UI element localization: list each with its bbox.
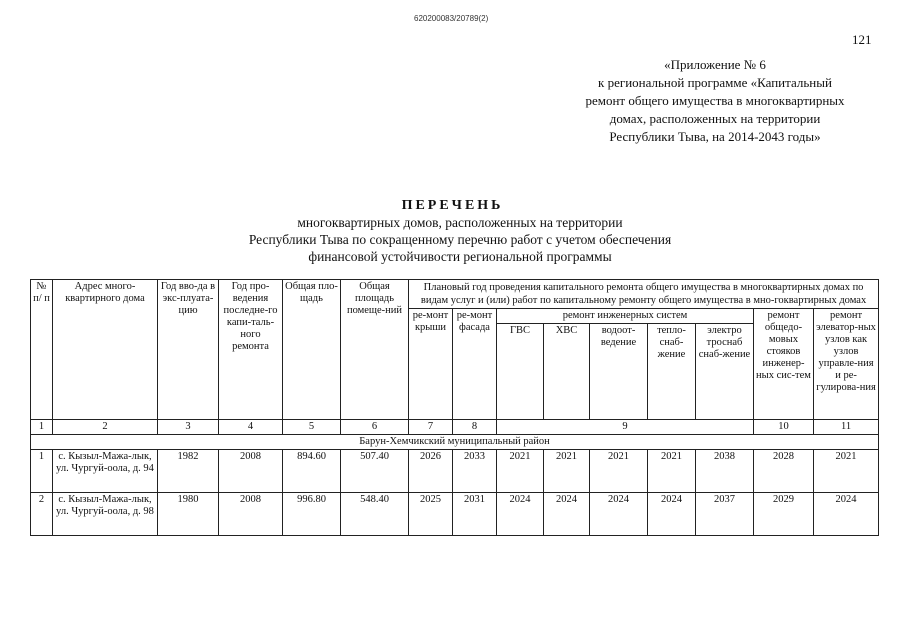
header-cold-water: ХВС [544, 324, 590, 420]
table-row [31, 493, 879, 536]
row-hot-water: 2024 [497, 493, 544, 536]
document-title: ПЕРЕЧЕНЬ [401, 198, 504, 213]
appendix-line: ремонт общего имущества в многоквартирных [585, 93, 845, 108]
header-elevator: ремонт элеватор-ных узлов как узлов управле-ния и ре-гулирова-ния [814, 309, 879, 420]
table-row [31, 450, 879, 493]
header-row [31, 280, 879, 309]
row-heat: 2024 [648, 493, 696, 536]
row-elevator: 2021 [814, 450, 879, 493]
row-heat: 2021 [648, 450, 696, 493]
row-premises-area: 507.40 [341, 450, 409, 493]
column-number: 1 [31, 420, 53, 435]
appendix-line: «Приложение № 6 [664, 57, 766, 72]
header-total-area: Общая пло-щадь [283, 280, 341, 420]
column-number-row [31, 420, 879, 435]
column-number: 10 [754, 420, 814, 435]
header-premises-area: Общая площадь помеще-ний [341, 280, 409, 420]
subtitle-line: Республики Тыва по сокращенному перечню работ с учетом обеспечения [248, 232, 672, 247]
column-number: 3 [158, 420, 219, 435]
column-number: 9 [497, 420, 754, 435]
row-num: 1 [31, 450, 53, 493]
header-heat: тепло-снаб-жение [648, 324, 696, 420]
row-facade: 2033 [453, 450, 497, 493]
row-num: 2 [31, 493, 53, 536]
document-subtitle [170, 214, 750, 265]
subtitle-line: многоквартирных домов, расположенных на территории [297, 215, 623, 230]
row-year-built: 1982 [158, 450, 219, 493]
region-row [31, 435, 879, 450]
row-cold-water: 2024 [544, 493, 590, 536]
row-risers: 2028 [754, 450, 814, 493]
region-name: Барун-Хемчикский муниципальный район [31, 435, 879, 450]
header-num: № п/ п [31, 280, 53, 420]
row-roof: 2025 [409, 493, 453, 536]
appendix-line: Республики Тыва, на 2014-2043 годы» [609, 129, 821, 144]
row-total-area: 996.80 [283, 493, 341, 536]
row-electricity: 2038 [696, 450, 754, 493]
header-address: Адрес много-квартирного дома [53, 280, 158, 420]
header-risers: ремонт общедо-мовых стояков инженер-ных сис-тем [754, 309, 814, 420]
row-cold-water: 2021 [544, 450, 590, 493]
column-number: 5 [283, 420, 341, 435]
row-facade: 2031 [453, 493, 497, 536]
column-number: 7 [409, 420, 453, 435]
appendix-note [555, 56, 875, 146]
column-number: 2 [53, 420, 158, 435]
row-hot-water: 2021 [497, 450, 544, 493]
document-id: 620200083/20789(2) [414, 14, 489, 23]
column-number: 4 [219, 420, 283, 435]
header-engineering: ремонт инженерных систем [497, 309, 754, 324]
row-year-built: 1980 [158, 493, 219, 536]
header-sewage: водоот-ведение [590, 324, 648, 420]
header-year-built: Год вво-да в экс-плуата-цию [158, 280, 219, 420]
subtitle-line: финансовой устойчивости региональной программы [308, 249, 612, 264]
row-last-repair: 2008 [219, 493, 283, 536]
header-last-repair: Год про-ведения последне-го капи-таль-ного ремонта [219, 280, 283, 420]
row-address: с. Кызыл-Мажа-лык, ул. Чургуй-оола, д. 94 [53, 450, 158, 493]
header-electricity: электро троснаб снаб-жение [696, 324, 754, 420]
row-risers: 2029 [754, 493, 814, 536]
houses-table [30, 279, 879, 536]
row-sewage: 2024 [590, 493, 648, 536]
row-premises-area: 548.40 [341, 493, 409, 536]
page-number: 121 [852, 32, 872, 47]
header-facade: ре-монт фасада [453, 309, 497, 420]
header-roof: ре-монт крыши [409, 309, 453, 420]
header-hot-water: ГВС [497, 324, 544, 420]
row-address: с. Кызыл-Мажа-лык, ул. Чургуй-оола, д. 98 [53, 493, 158, 536]
appendix-line: к региональной программе «Капитальный [598, 75, 832, 90]
row-total-area: 894.60 [283, 450, 341, 493]
header-planned-year: Плановый год проведения капитального ремонта общего имущества в многоквартирных домах по видам услуг и (или) работ по капитальному ремонту общего имущества в мно-гоквартирных домах [409, 280, 879, 309]
column-number: 8 [453, 420, 497, 435]
row-roof: 2026 [409, 450, 453, 493]
appendix-line: домах, расположенных на территории [609, 111, 821, 126]
column-number: 6 [341, 420, 409, 435]
column-number: 11 [814, 420, 879, 435]
row-elevator: 2024 [814, 493, 879, 536]
row-last-repair: 2008 [219, 450, 283, 493]
row-sewage: 2021 [590, 450, 648, 493]
row-electricity: 2037 [696, 493, 754, 536]
